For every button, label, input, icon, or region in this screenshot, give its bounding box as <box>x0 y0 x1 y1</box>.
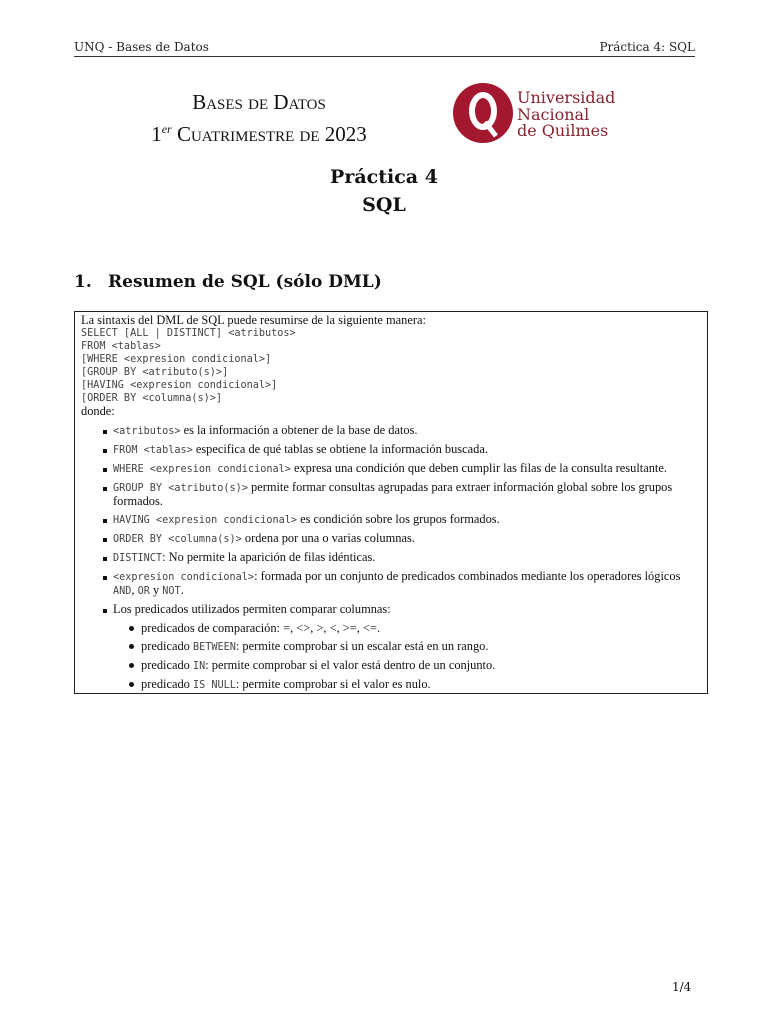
logo-line-2: Nacional <box>517 104 590 124</box>
item-code: <atributos> <box>113 426 181 437</box>
list-item <box>81 443 701 457</box>
course-name <box>74 90 444 115</box>
syntax-line: [ORDER BY <columna(s)>] <box>81 393 223 404</box>
item-code: <expresion condicional> <box>113 572 255 583</box>
item-sep: y <box>149 583 163 597</box>
predicate-code: IN <box>192 661 206 672</box>
syntax-line: [HAVING <expresion condicional>] <box>81 380 278 391</box>
predicate-pre: predicado <box>141 658 193 672</box>
sql-summary-box <box>74 311 708 694</box>
predicate-pre: predicado <box>141 677 193 691</box>
item-text: ordena por una o varias columnas. <box>241 531 415 545</box>
syntax-line: SELECT [ALL | DISTINCT] <atributos> <box>81 328 296 339</box>
item-sep: , <box>131 583 138 597</box>
running-header-left: UNQ - Bases de Datos <box>74 40 209 54</box>
running-header-right: Práctica 4: SQL <box>599 40 695 54</box>
item-code: WHERE <expresion condicional> <box>113 464 291 475</box>
predicate-code: IS NULL <box>192 680 236 691</box>
list-item <box>81 532 701 546</box>
course-term-text: Cuatrimestre de 2023 <box>176 122 367 146</box>
list-item <box>81 551 701 565</box>
list-item <box>81 462 701 476</box>
logo-line-3: de Quilmes <box>517 121 609 140</box>
item-code-and: AND <box>113 586 132 597</box>
list-item <box>81 513 701 527</box>
item-text: : No permite la aparición de filas idénticas. <box>162 550 376 564</box>
predicate-item <box>113 640 701 654</box>
predicate-text: : permite comprobar si un escalar está en un rango. <box>235 639 489 653</box>
section-title: Resumen de SQL (sólo DML) <box>108 272 382 292</box>
list-item <box>81 481 701 508</box>
predicate-list <box>113 622 701 692</box>
clause-list <box>81 424 701 692</box>
page-subtitle: SQL <box>362 194 406 216</box>
item-code: GROUP BY <atributo(s)> <box>113 483 248 494</box>
predicate-pre: predicado <box>141 639 193 653</box>
item-code-not: NOT <box>162 586 181 597</box>
item-text: expresa una condición que deben cumplir las filas de la consulta resultante. <box>290 461 667 475</box>
predicate-item <box>113 622 701 635</box>
syntax-line: [GROUP BY <atributo(s)>] <box>81 367 229 378</box>
item-text: es condición sobre los grupos formados. <box>297 512 500 526</box>
item-code: DISTINCT <box>113 553 163 564</box>
syntax-line: [WHERE <expresion condicional>] <box>81 354 272 365</box>
item-text: : formada por un conjunto de predicados combinados mediante los operadores lógicos <box>254 569 681 583</box>
predicate-text: : permite comprobar si el valor está dentro de un conjunto. <box>205 658 496 672</box>
section-heading <box>74 272 382 292</box>
item-code: FROM <tablas> <box>113 445 193 456</box>
course-term <box>74 117 444 147</box>
list-item <box>81 570 701 598</box>
item-code-or: OR <box>137 586 150 597</box>
course-term-sup: er <box>161 122 172 136</box>
item-code: HAVING <expresion condicional> <box>113 515 298 526</box>
course-term-number: 1 <box>151 122 162 146</box>
item-end: . <box>180 583 184 597</box>
list-item <box>81 424 701 438</box>
item-code: ORDER BY <columna(s)> <box>113 534 242 545</box>
predicate-code: BETWEEN <box>192 642 236 653</box>
header-rule <box>74 56 695 57</box>
item-text: especifica de qué tablas se obtiene la información buscada. <box>192 442 488 456</box>
predicate-text: : permite comprobar si el valor es nulo. <box>235 677 431 691</box>
logo-text <box>517 90 615 140</box>
box-donde: donde: <box>81 404 115 418</box>
item-text: es la información a obtener de la base de datos. <box>180 423 418 437</box>
course-name-text: Bases de Datos <box>192 90 326 114</box>
box-intro: La sintaxis del DML de SQL puede resumirse de la siguiente manera: <box>81 313 426 327</box>
list-item <box>81 603 701 692</box>
syntax-line: FROM <tablas> <box>81 341 161 352</box>
predicates-intro: Los predicados utilizados permiten comparar columnas: <box>113 602 391 616</box>
item-text: permite formar consultas agrupadas para extraer información global sobre los grupos formados. <box>113 480 673 508</box>
predicate-item <box>113 678 701 692</box>
predicate-item <box>113 659 701 673</box>
page-number: 1/4 <box>672 980 692 994</box>
page-title: Práctica 4 <box>330 166 438 188</box>
predicate-pre: predicados de comparación: =, <>, >, <, >=, <=. <box>141 621 381 635</box>
section-number: 1. <box>74 272 92 292</box>
logo-line-1: Universidad <box>517 88 616 107</box>
